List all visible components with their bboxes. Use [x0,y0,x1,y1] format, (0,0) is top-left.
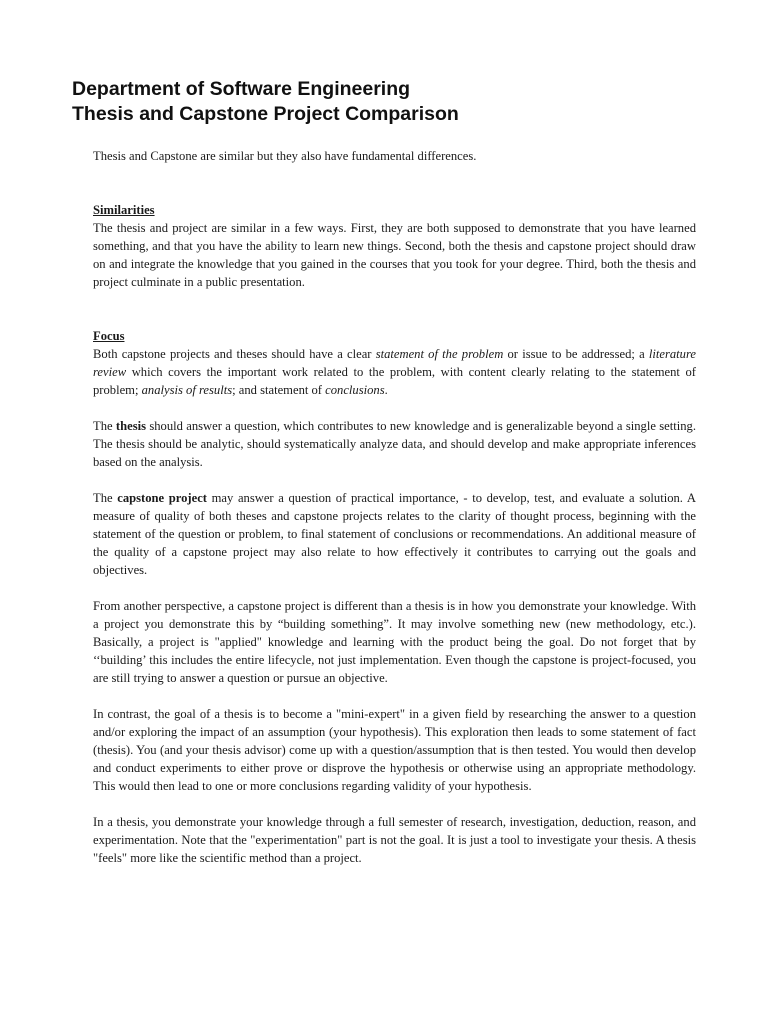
bold-thesis: thesis [115,419,147,433]
perspective-paragraph: From another perspective, a capstone project is different than a thesis is in how you demonstrate your knowledge. With a project you demonstrate this by “building something”. It may involve something new (new methodology, etc.). Basically, a project is "applied" knowledge and learning with the product being the goal. Do not forget that by ‘‘building’ this includes the entire lifecycle, not just implementation. Even though the capstone is project-focused, you are still trying to answer a question or pursue an objective. [93,599,696,685]
text-run: may answer a question of practical importance, - to develop, test, and evaluate a solution. A measure of quality of both theses and capstone projects relates to the clarity of thought process, beginning with the statement of the question or problem, to final statement of conclusions or recommendations. An additional measure of the quality of a capstone project may also relate to how effectively it contributes to carrying out the goals and objectives. [93,491,696,577]
document-body [93,147,696,885]
similarities-paragraph: The thesis and project are similar in a few ways. First, they are both supposed to demonstrate that you have learned something, and that you have the ability to learn new things. Second, both the thesis and capstone project should draw on and integrate the knowledge that you gained in the courses that you took for your degree. Third, both the thesis and project culminate in a public presentation. [93,221,696,289]
thesis-paragraph [93,417,696,471]
demonstration-paragraph: In a thesis, you demonstrate your knowledge through a full semester of research, investigation, deduction, reason, and experimentation. Note that the "experimentation" part is not the goal. It is just a tool to investigate your thesis. A thesis "feels" more like the scientific method than a project. [93,815,696,865]
text-run: ; and statement of [232,383,326,397]
emphasis-conclusions: conclusions [325,383,385,397]
emphasis-literature-review: literature review [93,347,696,379]
text-run: The [93,491,118,505]
text-run: Both capstone projects and theses should have a clear [93,347,376,361]
similarities-heading: Similarities [93,203,155,217]
focus-paragraph-1 [93,345,696,399]
department-heading: Department of Software Engineering [72,78,411,100]
page-title [72,77,459,127]
intro-paragraph: Thesis and Capstone are similar but they also have fundamental differences. [93,149,477,163]
contrast-paragraph: In contrast, the goal of a thesis is to become a "mini-expert" in a given field by researching the answer to a question and/or exploring the impact of an assumption (your hypothesis). This exploration then leads to some statement of fact (thesis). You (and your thesis advisor) come up with a question/assumption that is then tested. You would then develop and conduct experiments to either prove or disprove the hypothesis or otherwise using an appropriate methodology. This would then lead to one or more conclusions regarding validity of your hypothesis. [93,707,696,793]
bold-capstone-project: capstone project [117,491,207,505]
focus-section [93,327,696,867]
text-run: or issue to be addressed; a [503,347,649,361]
focus-heading: Focus [93,329,125,343]
text-run: . [384,383,388,397]
similarities-section [93,201,696,291]
text-run: should answer a question, which contributes to new knowledge and is generalizable beyond a single setting. The thesis should be analytic, should systematically analyze data, and should develop and make appropriate inferences based on the analysis. [93,419,696,469]
text-run: The [93,419,116,433]
text-run: which covers the important work related to the problem, with content clearly relating to the statement of problem; [93,365,696,397]
comparison-heading: Thesis and Capstone Project Comparison [72,103,459,125]
emphasis-statement-of-problem: statement of the problem [375,347,504,361]
capstone-paragraph [93,489,696,579]
emphasis-analysis-of-results: analysis of results [141,383,233,397]
